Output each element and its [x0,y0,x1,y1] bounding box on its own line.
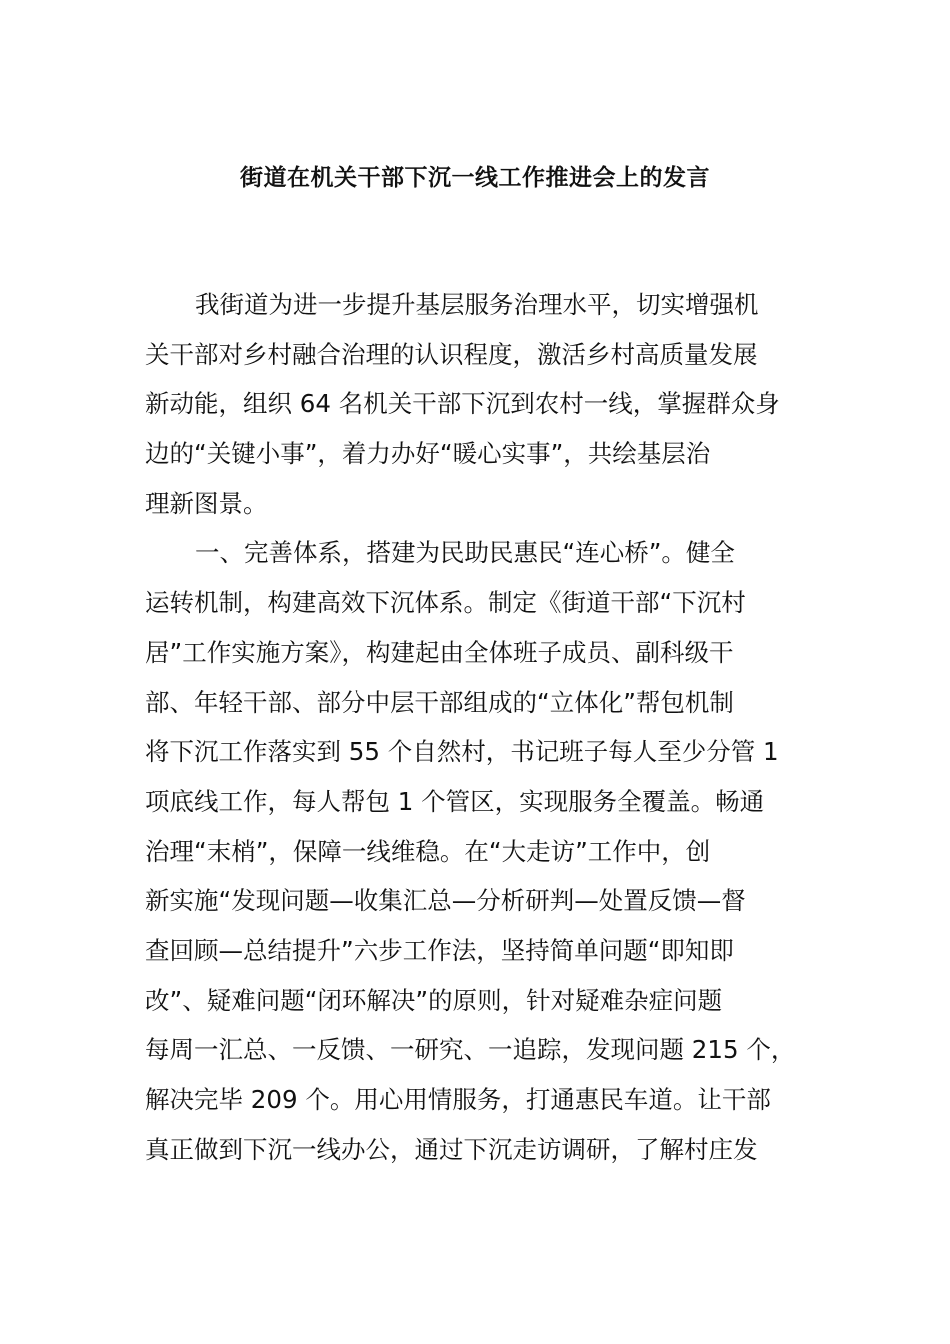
paragraph-line: 边的“关键小事”，着力办好“暖心实事”，共绘基层治 [145,439,711,469]
paragraph-line: 理新图景。 [145,488,268,518]
paragraph-line: 新实施“发现问题—收集汇总—分析研判—处置反馈—督 [145,886,746,916]
document-body [145,280,815,1174]
paragraph-line: 治理“末梢”，保障一线维稳。在“大走访”工作中，创 [145,836,711,866]
document-title: 街道在机关干部下沉一线工作推进会上的发言 [240,165,710,191]
paragraph-line: 改”、疑难问题“闭环解决”的原则，针对疑难杂症问题 [145,985,723,1015]
paragraph-line: 解决完毕 209 个。用心用情服务，打通惠民车道。让干部 [145,1085,771,1114]
paragraph-line: 我街道为进一步提升基层服务治理水平，切实增强机 [195,290,759,319]
paragraph-line: 查回顾—总结提升”六步工作法，坚持简单问题“即知即 [145,935,734,965]
paragraph-line: 关干部对乡村融合治理的认识程度，激活乡村高质量发展 [145,339,758,369]
paragraph-line: 新动能，组织 64 名机关干部下沉到农村一线，掌握群众身 [145,389,780,419]
paragraph-line: 居”工作实施方案》，构建起由全体班子成员、副科级干 [145,637,734,667]
paragraph-line: 将下沉工作落实到 55 个自然村，书记班子每人至少分管 1 [145,737,779,767]
paragraph-line: 每周一汇总、一反馈、一研究、一追踪，发现问题 215 个， [145,1035,796,1065]
paragraph-line: 项底线工作，每人帮包 1 个管区，实现服务全覆盖。畅通 [145,786,765,816]
paragraph-line: 运转机制，构建高效下沉体系。制定《街道干部“下沉村 [145,588,746,618]
paragraph-line: 一、完善体系，搭建为民助民惠民“连心桥”。健全 [195,538,735,568]
paragraph-line: 部、年轻干部、部分中层干部组成的“立体化”帮包机制 [145,687,734,717]
paragraph-line: 真正做到下沉一线办公，通过下沉走访调研，了解村庄发 [145,1134,758,1164]
